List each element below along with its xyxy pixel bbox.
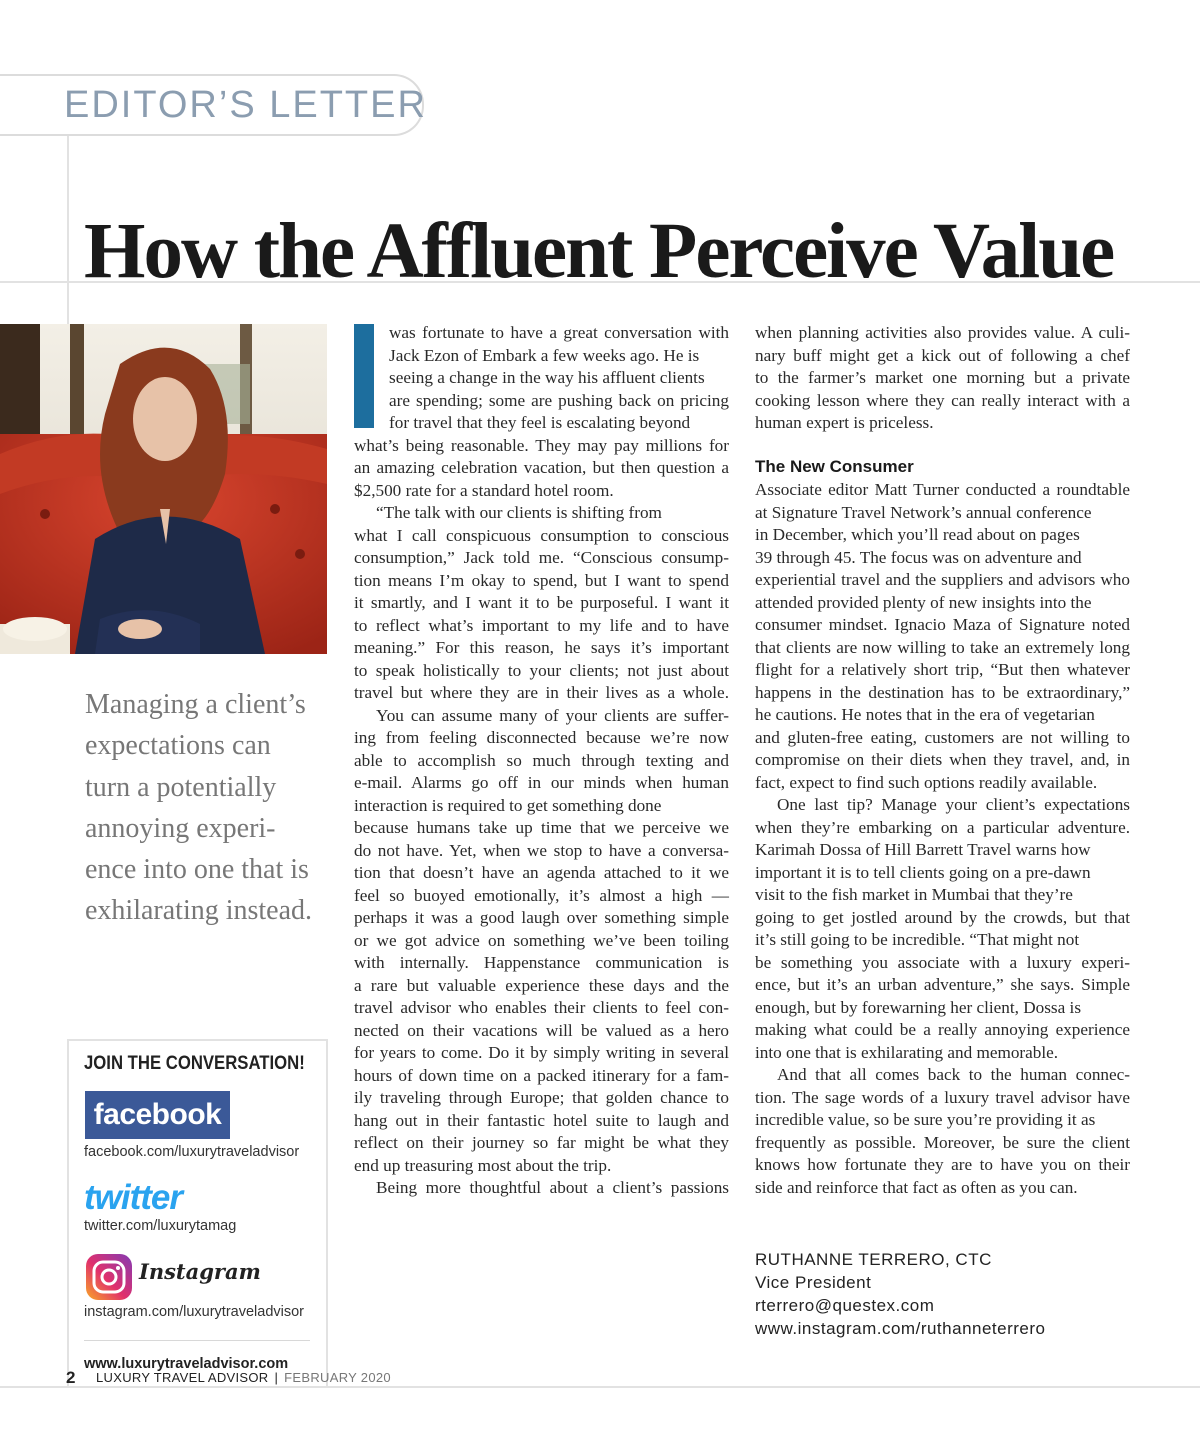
body-text-line: human expert is priceless. <box>755 413 934 432</box>
body-text-line: hang out in their fantastic hotel suite to laugh and <box>354 1110 729 1130</box>
author-title: Vice President <box>755 1273 872 1292</box>
author-photo <box>0 324 327 654</box>
body-text-line: compromise on their diets when they travel, and, in <box>755 750 1130 769</box>
body-text-line: frequently as possible. Moreover, be sure the client <box>755 1132 1130 1152</box>
body-text-line: visit to the fish market in Mumbai that they’re <box>755 885 1073 904</box>
body-text-line: knows how fortunate they are to have you on their <box>755 1155 1130 1174</box>
body-text-line: reflect on their journey so far might be what they <box>354 1133 729 1152</box>
body-text-line: side and reinforce that fact as often as you can. <box>755 1177 1078 1197</box>
body-text-line: You can assume many of your clients are suffer- <box>376 705 729 725</box>
body-text-line: travel advisor who enables their clients to feel con- <box>354 998 729 1017</box>
author-instagram[interactable]: www.instagram.com/ruthanneterrero <box>755 1319 1046 1338</box>
website-link[interactable]: www.luxurytraveladvisor.com <box>84 1356 289 1372</box>
body-text-line: happens in the destination has to be extraordinary,” <box>755 682 1130 702</box>
body-text-line: to reflect what’s important to my life and to have <box>354 615 729 635</box>
body-text-line: a rare but valuable experience these days and the <box>354 975 729 995</box>
headline: How the Affluent Perceive Value <box>84 208 1114 295</box>
body-text-line: it smartly, and I want it to be purposeful. I want it <box>354 593 729 612</box>
body-text-line: 39 through 45. The focus was on adventure and <box>755 547 1082 567</box>
body-text-line: into one that is exhilarating and memorable. <box>755 1042 1059 1062</box>
footer-separator: | <box>274 1370 279 1385</box>
author-name: RUTHANNE TERRERO, CTC <box>755 1250 992 1269</box>
body-text-line: perhaps it was a good laugh over something simple <box>354 908 729 927</box>
body-text-line: able to accomplish so much through texting and <box>354 750 729 770</box>
body-text-line: And that all comes back to the human connec- <box>777 1065 1130 1084</box>
body-text-line: Being more thoughtful about a client’s passions <box>376 1178 729 1197</box>
body-text-line: it’s still going to be incredible. “That might not <box>755 930 1080 949</box>
issue-date: FEBRUARY 2020 <box>284 1370 391 1385</box>
body-text-line: an amazing celebration vacation, but then question a <box>354 458 729 477</box>
body-text-line: that clients are now willing to take an extremely long <box>755 637 1130 657</box>
body-text-line: what I call conspicuous consumption to conscious <box>354 525 729 545</box>
instagram-url[interactable]: instagram.com/luxurytraveladvisor <box>84 1304 304 1320</box>
body-text-line: nected on their vacations will be valued as a hero <box>354 1020 729 1040</box>
footer-publication <box>96 1370 391 1385</box>
body-text-line: consumption,” Jack told me. “Conscious consump- <box>354 548 729 567</box>
body-text-line: Karimah Dossa of Hill Barrett Travel warns how <box>755 840 1091 859</box>
body-text-line: are spending; some are pushing back on pricing <box>389 390 729 410</box>
body-text-line: Jack Ezon of Embark a few weeks ago. He is <box>389 345 700 365</box>
author-email[interactable]: rterrero@questex.com <box>755 1296 935 1315</box>
body-text-line: end up treasuring most about the trip. <box>354 1155 612 1175</box>
body-text-line: going to get jostled around by the crowds, but that <box>755 907 1130 927</box>
body-text-line: experiential travel and the suppliers and advisors who <box>755 570 1130 589</box>
body-text-line: and gluten-free eating, customers are not willing to <box>755 727 1130 747</box>
subhead: The New Consumer <box>755 457 914 476</box>
body-text-line: travel but where they are in their lives as a whole. <box>354 683 729 702</box>
pull-quote <box>85 684 330 932</box>
social-box-divider <box>84 1340 310 1341</box>
body-text-line: enough, but by forewarning her client, Dossa is <box>755 997 1082 1017</box>
body-text-line: important it is to tell clients going on a pre-dawn <box>755 862 1091 882</box>
body-text-line: or we got advice on something we’ve been toiling <box>354 930 729 950</box>
body-text-line: tion means I’m okay to spend, but I want to spend <box>354 570 729 590</box>
facebook-logo[interactable]: facebook <box>85 1091 230 1139</box>
pull-quote-line: exhilarating instead. <box>85 895 313 927</box>
pull-quote-line: turn a potentially <box>85 771 277 803</box>
body-text-line: seeing a change in the way his affluent clients <box>389 368 705 387</box>
footer-rule <box>0 1386 1200 1388</box>
body-text-line: was fortunate to have a great conversation with <box>389 323 729 342</box>
twitter-url[interactable]: twitter.com/luxurytamag <box>84 1218 237 1234</box>
body-text-line: making what could be a really annoying experience <box>755 1020 1130 1039</box>
body-text-line: interaction is required to get something done <box>354 795 662 815</box>
section-label: EDITOR’S LETTER <box>64 84 427 126</box>
publication-name: LUXURY TRAVEL ADVISOR <box>96 1370 269 1385</box>
body-text-line: he cautions. He notes that in the era of vegetarian <box>755 705 1095 724</box>
body-text-line: hours of down time on a packed itinerary for a fam- <box>354 1065 729 1085</box>
body-text-line: for travel that they feel is escalating beyond <box>389 413 691 432</box>
body-text-line: e-mail. Alarms go off in our minds when human <box>354 773 729 792</box>
body-text-line: Associate editor Matt Turner conducted a roundtable <box>755 480 1130 499</box>
body-text-line: flight for a relatively short trip, “But then whatever <box>755 660 1130 679</box>
join-heading: JOIN THE CONVERSATION! <box>84 1053 305 1074</box>
body-text-line: tion that doesn’t have an agenda attached to it we <box>354 863 729 882</box>
body-text-line: tion. The sage words of a luxury travel advisor have <box>755 1087 1130 1107</box>
body-text-line: cooking lesson where they can really interact with a <box>755 390 1130 410</box>
body-text-line: to the farmer’s market one morning but a private <box>755 368 1130 387</box>
body-text-line: fact, expect to find such options readily available. <box>755 772 1098 792</box>
drop-cap <box>354 324 374 428</box>
body-text-line: ing from feeling disconnected because we’re now <box>354 728 729 747</box>
body-text-line: “The talk with our clients is shifting from <box>376 503 662 522</box>
body-text-line: to speak holistically to your clients; not just about <box>354 660 729 680</box>
pull-quote-line: Managing a client’s <box>85 689 306 720</box>
body-text-line: consumer mindset. Ignacio Maza of Signature noted <box>755 615 1130 634</box>
instagram-icon[interactable] <box>85 1253 133 1301</box>
pull-quote-line: annoying experi- <box>85 812 276 844</box>
body-text-line: nary buff might get a kick out of following a chef <box>755 345 1130 365</box>
body-text-line: meaning.” For this reason, he says it’s important <box>354 638 729 657</box>
body-text-line: in December, which you’ll read about on pages <box>755 525 1080 544</box>
body-text-line: be something you associate with a luxury experi- <box>755 952 1130 972</box>
body-text-line: One last tip? Manage your client’s expectations <box>777 795 1130 814</box>
body-text-line: what’s being reasonable. They may pay millions for <box>354 435 729 455</box>
page-number: 2 <box>66 1368 76 1387</box>
twitter-logo[interactable]: twitter <box>84 1178 182 1217</box>
facebook-url[interactable]: facebook.com/luxurytraveladvisor <box>84 1144 300 1160</box>
pull-quote-line: ence into one that is <box>85 854 309 886</box>
body-text-line: for years to come. Do it by simply writing in several <box>354 1043 729 1062</box>
body-text-line: with internally. Happenstance communication is <box>354 953 729 972</box>
body-text-line: because humans take up time that we perceive we <box>354 818 729 837</box>
body-text-line: do not have. Yet, when we stop to have a conversa- <box>354 840 729 860</box>
body-text-line: attended provided plenty of new insights into the <box>755 592 1092 612</box>
body-text-line: ily traveling through Europe; that golden chance to <box>354 1088 729 1107</box>
body-text-line: ence, but it’s an urban adventure,” she says. Simple <box>755 975 1130 994</box>
body-text-line: incredible value, so be sure you’re providing it as <box>755 1110 1096 1129</box>
pull-quote-line: expectations can <box>85 730 271 762</box>
body-text-line: at Signature Travel Network’s annual conference <box>755 502 1092 522</box>
body-text-line: when they’re embarking on a particular adventure. <box>755 817 1130 837</box>
body-text-line: when planning activities also provides value. A culi- <box>755 323 1130 342</box>
body-text-line: $2,500 rate for a standard hotel room. <box>354 480 614 500</box>
instagram-wordmark: Instagram <box>139 1259 261 1284</box>
body-text-line: feel so buoyed emotionally, it’s almost a high — <box>354 885 729 905</box>
vertical-rule <box>67 136 69 324</box>
